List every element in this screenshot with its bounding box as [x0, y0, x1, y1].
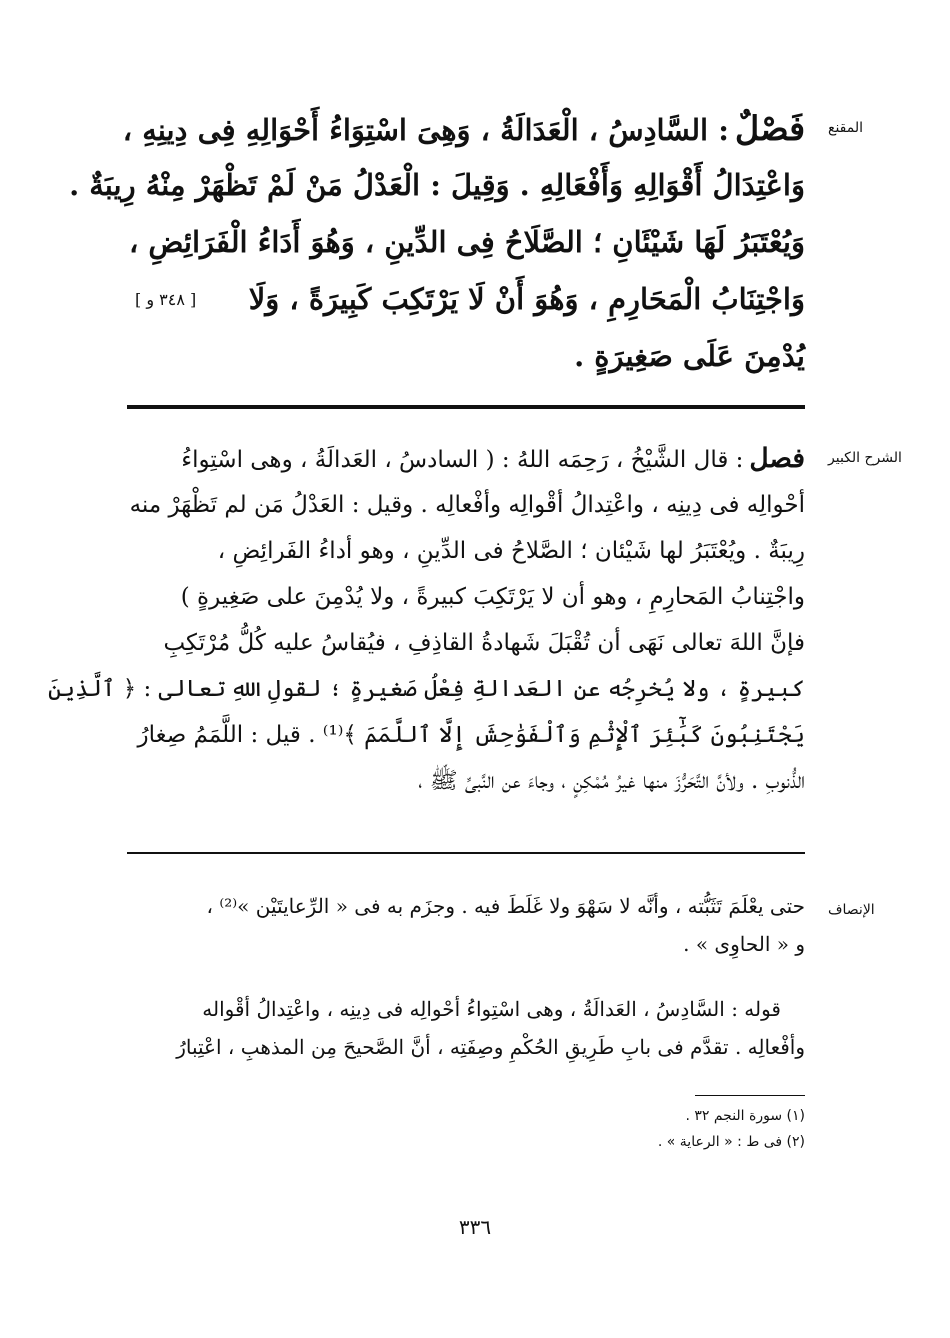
section-heading: فصل: [749, 443, 805, 474]
section-heading: فَصْلٌ: [734, 109, 805, 148]
muqni-line-2: وَاعْتِدَالُ أَقْوَالِهِ وَأَفْعَالِهِ . وَقِيلَ : الْعَدْلُ مَنْ لَمْ تَظْهَرْ مِنْهُ رِيبَةٌ .: [69, 168, 805, 202]
footnote-divider: [695, 1095, 805, 1096]
sharh-text-block: [48, 436, 805, 804]
muqni-line-4: وَاجْتِنَابُ الْمَحَارِمِ ، وَهُوَ أَنْ لَا يَرْتَكِبَ كَبِيرَةً ، وَلَا [ ٣٤٨ و ]: [125, 271, 805, 328]
sharh-line-3: رِيبَةٌ . ويُعْتَبَرُ لها شَيْئان ؛ الصَّلاحُ فى الدِّينِ ، وهو أداءُ الفَرائِضِ ،: [217, 538, 805, 564]
section-divider-thick: [127, 405, 805, 409]
section-label-insaf: الإنصاف: [828, 902, 875, 918]
sharh-line-4: واجْتِنابُ المَحارِمِ ، وهو أن لا يَرْتَكِبَ كبيرةً ، ولا يُدْمِنَ على صَغِيرةٍ ): [180, 584, 805, 610]
page-reference: [ ٣٤٨ و ]: [135, 290, 197, 309]
sharh-line-5: فإنَّ اللهَ تعالى نَهَى أن تُقْبَلَ شَهادةُ القاذِفِ ، فيُقاسُ عليه كُلُّ مُرْتَكِبِ: [163, 630, 805, 656]
sharh-line-7: يَجْتَنِبُونَ كَبَٰٓئِرَ ٱلْإِثْمِ وَٱلْفَوَٰحِشَ إِلَّا ٱللَّمَمَ ﴾⁽¹⁾ . قيل : اللَّمَمُ صِغارُ: [137, 722, 805, 748]
footnote-2: (٢) فى ط : « الرعاية » .: [657, 1134, 805, 1150]
insaf-text-block-bottom: [125, 990, 805, 1066]
insaf-line-4: وأفْعالِه . تقدَّم فى بابِ طَرِيقِ الحُكْمِ وصِفَتِه ، أنَّ الصَّحيحَ مِن المذهبِ ، اعْتِبارُ: [176, 1035, 805, 1059]
insaf-line-3: قوله : السَّادِسُ ، العَدالَةُ ، وهى اسْتِواءُ أحْوالِه فى دِينِه ، واعْتِدالُ أقْواله: [202, 997, 781, 1021]
sharh-line-1: فصل: قال الشَّيْخُ ، رَحِمَه اللهُ : ( السادسُ ، العَدالَةُ ، وهى اسْتِواءُ: [181, 443, 805, 474]
sharh-line-6: كبيرةٍ ، ولا يُخرِجُه عن العَدالةِ فِعْلُ صَغيرةٍ ؛ لقولِ اللهِ تعالى : ﴿ ٱلَّذِينَ: [48, 676, 805, 702]
section-label-muqni: المقنع: [828, 120, 864, 136]
sharh-line-2: أحْوالِه فى دِينِه ، واعْتِدالُ أقْوالِه وأفْعالِه . وقيل : العَدْلُ مَن لم تَظْهَرْ منه: [129, 492, 805, 518]
muqni-text-block: [69, 100, 805, 385]
sharh-line-8: الذُّنوبِ . ولأنَّ التَّحَرُّزَ منها غيرُ مُمْكِنٍ ، وجاءَ عن النَّبىِّ ﷺ ،: [418, 768, 805, 794]
insaf-line-1: حتى يعْلَمَ تَثَبُّته ، وأنَّه لا سَهْوَ ولا غَلَطَ فيه . وجزَم به فى « الرِّعايتَيْن »⁽²⁾ ،: [206, 894, 805, 918]
page-number: ٣٣٦: [458, 1215, 492, 1239]
footnote-1: (١) سورة النجم ٣٢ .: [685, 1108, 805, 1124]
muqni-line-3: وَيُعْتَبَرُ لَهَا شَيْئَانِ ؛ الصَّلَاحُ فِى الدِّينِ ، وَهُوَ أَدَاءُ الْفَرَائِضِ ،: [128, 225, 805, 259]
muqni-line-5: يُدْمِنَ عَلَى صَغِيرَةٍ .: [574, 339, 805, 373]
insaf-line-2: و « الحاوِى » .: [683, 932, 805, 956]
section-label-sharh: الشرح الكبير: [828, 450, 902, 466]
insaf-text-block-top: [125, 887, 805, 963]
muqni-line-1: فَصْلٌ: السَّادِسُ ، الْعَدَالَةُ ، وَهِىَ اسْتِوَاءُ أَحْوَالِهِ فِى دِينِهِ ،: [122, 109, 805, 148]
footnotes: [500, 1103, 805, 1155]
section-divider-thin: [127, 852, 805, 854]
